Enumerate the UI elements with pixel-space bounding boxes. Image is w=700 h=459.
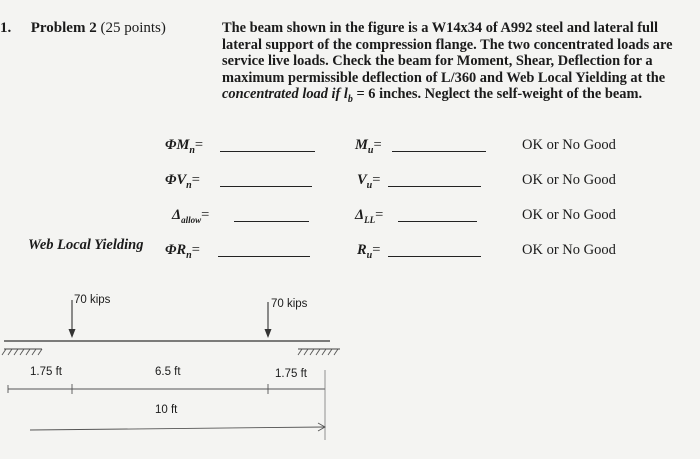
dim-label-total: 10 ft xyxy=(155,404,178,416)
web-yielding-check-result: OK or No Good xyxy=(522,242,616,258)
statement-segment: = 6 inches. Neglect the self-weight of the beam. xyxy=(352,86,643,103)
moment-check-result: OK or No Good xyxy=(522,137,616,153)
dim-label-right: 1.75 ft xyxy=(275,368,307,380)
statement-line: maximum permissible deflection of L/360 and Web Local Yielding at the xyxy=(222,69,666,86)
mu-label: $M_u=$ xyxy=(355,137,382,156)
shear-check-result: OK or No Good xyxy=(522,172,616,188)
problem-number: 1. xyxy=(0,20,12,36)
web-local-yielding-label: Web Local Yielding xyxy=(28,237,144,253)
problem-title: Problem 2 xyxy=(30,20,97,36)
phi-vn-label: $\Phi V_n=$ xyxy=(165,172,200,191)
statement-line: service live loads. Check the beam for Moment, Shear, Deflection for a xyxy=(222,53,653,70)
total-dimension-line xyxy=(30,427,325,430)
right-support-hatch xyxy=(298,349,338,355)
delta-allow-label: $\Delta_{allow}=$ xyxy=(172,207,210,225)
statement-subscript: b xyxy=(347,94,353,106)
dim-label-left: 1.75 ft xyxy=(30,366,62,378)
load-label-2: 70 kips xyxy=(271,298,308,310)
load-arrowhead-1 xyxy=(69,329,76,338)
deflection-check-result: OK or No Good xyxy=(522,207,616,223)
vu-label: $V_u=$ xyxy=(357,172,381,191)
phi-rn-label: $\Phi R_n=$ xyxy=(165,242,200,261)
statement-line: The beam shown in the figure is a W14x34 of A992 steel and lateral full xyxy=(222,20,658,36)
statement-segment: concentrated load if l xyxy=(222,86,348,103)
load-arrowhead-2 xyxy=(265,329,272,338)
dim-label-mid: 6.5 ft xyxy=(155,366,181,378)
statement-line: lateral support of the compression flange. The two concentrated loads are xyxy=(222,36,673,53)
phi-mn-label: $\Phi M_n=$ xyxy=(165,137,204,156)
delta-ll-label: $\Delta_{LL}=$ xyxy=(355,207,384,225)
load-label-1: 70 kips xyxy=(74,294,111,306)
ru-label: $R_u=$ xyxy=(357,242,381,261)
left-support-hatch xyxy=(2,349,42,355)
problem-points: (25 points) xyxy=(100,20,166,36)
